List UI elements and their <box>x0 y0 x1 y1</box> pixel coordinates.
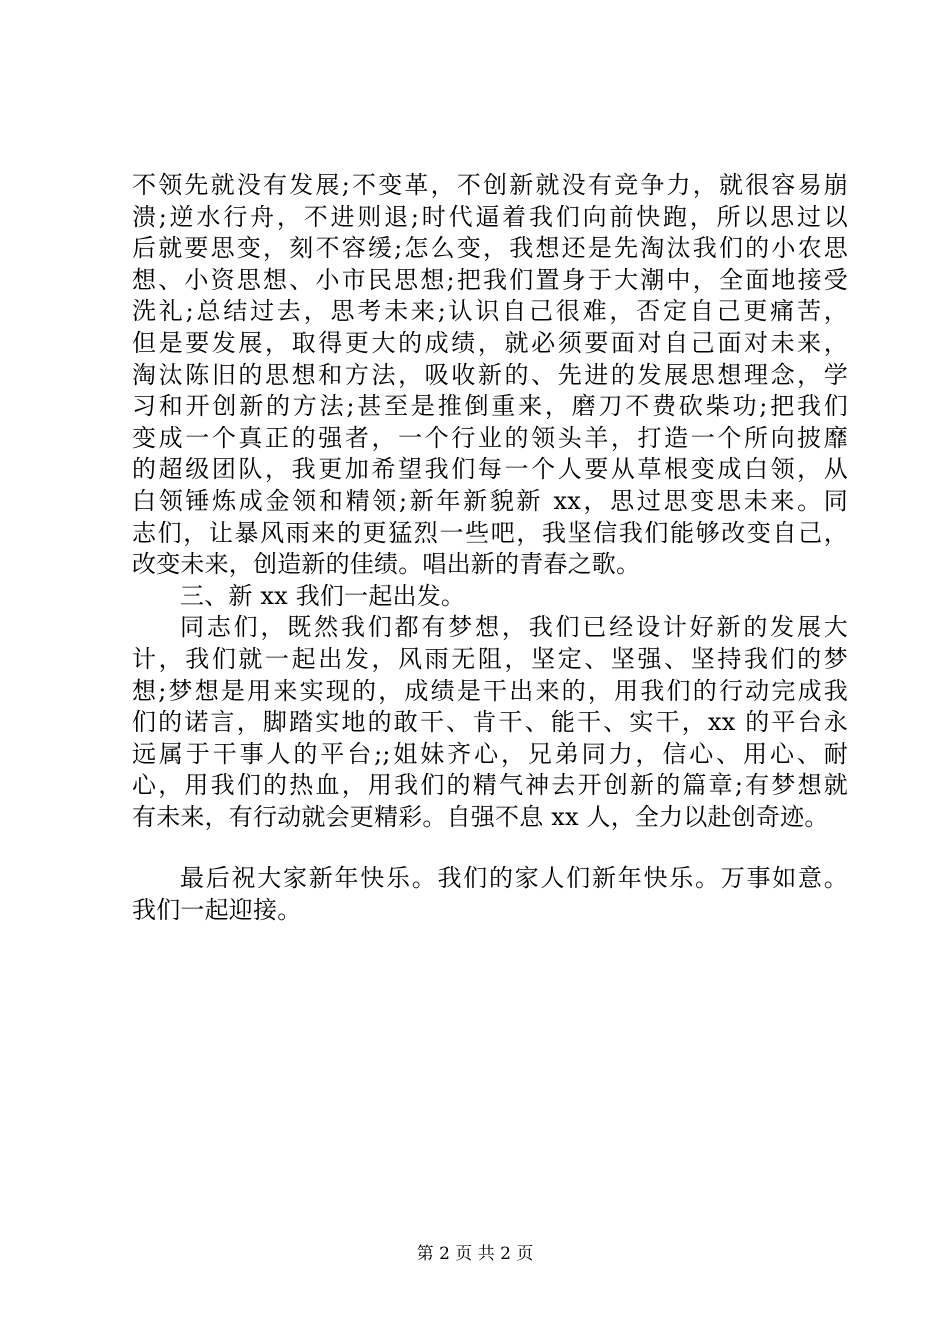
page-number: 第 2 页 共 2 页 <box>416 1244 534 1264</box>
paragraph-line: 但是要发展，取得更大的成绩，就必须要面对自己面对未来， <box>132 328 848 357</box>
paragraph-line: 后就要思变，刻不容缓;怎么变，我想还是先淘汰我们的小农思 <box>132 234 848 263</box>
paragraph-line: 心，用我们的热血，用我们的精气神去开创新的篇章;有梦想就 <box>132 771 848 800</box>
paragraph-line: 志们，让暴风雨来的更猛烈一些吧，我坚信我们能够改变自己， <box>132 518 848 547</box>
paragraph-line: 变成一个真正的强者，一个行业的领头羊，打造一个所向披靡 <box>132 423 848 452</box>
paragraph-line: 白领锤炼成金领和精领;新年新貌新 xx，思过思变思未来。同 <box>132 486 848 515</box>
paragraph-line: 习和开创新的方法;甚至是推倒重来，磨刀不费砍柴功;把我们 <box>132 392 848 421</box>
paragraph-line: 远属于干事人的平台;;姐妹齐心，兄弟同力，信心、用心、耐 <box>132 739 848 768</box>
paragraph-line: 的超级团队，我更加希望我们每一个人要从草根变成白领，从 <box>132 455 848 484</box>
document-body <box>132 170 848 927</box>
paragraph-line: 有未来，有行动就会更精彩。自强不息 xx 人，全力以赴创奇迹。 <box>132 802 829 831</box>
paragraph-line: 改变未来，创造新的佳绩。唱出新的青春之歌。 <box>132 550 641 579</box>
paragraph-line: 想、小资思想、小市民思想;把我们置身于大潮中，全面地接受 <box>132 265 848 294</box>
paragraph-line: 淘汰陈旧的思想和方法，吸收新的、先进的发展思想理念，学 <box>132 360 848 389</box>
paragraph-line: 同志们，既然我们都有梦想，我们已经设计好新的发展大 <box>180 613 848 642</box>
paragraph-line: 们的诺言，脚踏实地的敢干、肯干、能干、实干，xx 的平台永 <box>132 708 848 737</box>
paragraph-closing <box>132 863 848 926</box>
paragraph-innovation <box>132 170 848 581</box>
paragraph-line: 想;梦想是用来实现的，成绩是干出来的，用我们的行动完成我 <box>132 676 848 705</box>
paragraph-set-off <box>132 612 848 833</box>
section-heading: 三、新 xx 我们一起出发。 <box>180 581 466 610</box>
paragraph-line: 计，我们就一起出发，风雨无阻，坚定、坚强、坚持我们的梦 <box>132 644 848 673</box>
paragraph-line: 溃;逆水行舟，不进则退;时代逼着我们向前快跑，所以思过以 <box>132 202 848 231</box>
paragraph-line: 我们一起迎接。 <box>132 896 302 925</box>
paragraph-spacer <box>132 833 848 863</box>
paragraph-line: 不领先就没有发展;不变革，不创新就没有竞争力，就很容易崩 <box>132 171 848 199</box>
paragraph-line: 洗礼;总结过去，思考未来;认识自己很难，否定自己更痛苦， <box>132 297 848 326</box>
paragraph-line: 最后祝大家新年快乐。我们的家人们新年快乐。万事如意。 <box>180 864 848 893</box>
